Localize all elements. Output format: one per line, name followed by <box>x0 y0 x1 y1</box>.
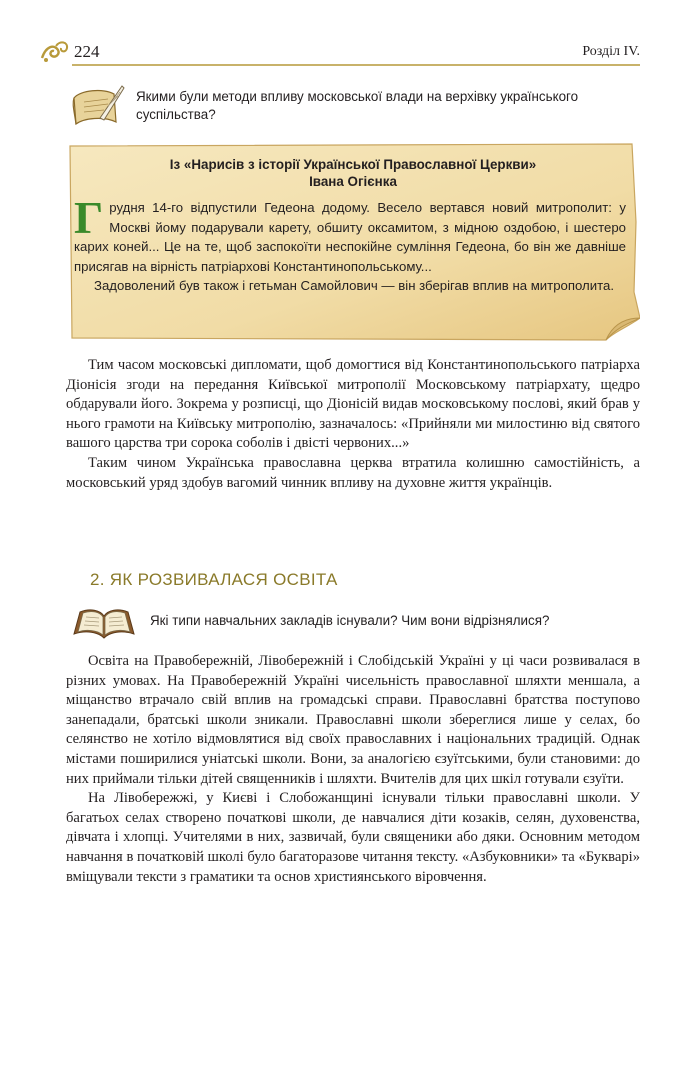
question-1-text: Якими були методи впливу московської влади на верхівку українського суспільства? <box>136 89 579 122</box>
question-2-text: Які типи навчальних закладів існували? Чим вони відрізнялися? <box>150 613 550 628</box>
paragraph: На Лівобережжі, у Києві і Слобожанщині існували тільки православні школи. У багатьох селах створено початкові школи, де навчалися діти козаків, селян, духовенства, дівчата і хлопці. Учителями в них, зазвичай, були священики або дяки. Основним методом навчання в початковій школі було багаторазове читання тексту. «Азбуковники» та «Букварі» вміщували тексти з граматики та основ християнського віровчення. <box>66 790 640 885</box>
main-text-block-1 <box>66 356 640 493</box>
paragraph: Освіта на Правобережній, Лівобережній і Слобідській Україні у ці часи розвивалася в різних умовах. На Правобережній Україні чисельність православної шляхти меншала, а міщанство втрачало свій вплив на громадські справи. Православні братства поступово занепадали, братські школи зникали. Православні школи збереглися лише у селах, бо селянство не хотіло відмовлятися від своїх православних і національних традицій. Однак містами поширилися уніатські школи. Вони, за аналогією єзуїтськими, були становими: до них приймали тільки дітей священників і шляхти. Вчителів для цих шкіл готували єзуїти. <box>66 653 640 787</box>
source-paragraph-2: Задоволений був також і гетьман Самойлович — він зберігав вплив на митрополита. <box>94 278 615 294</box>
header-rule <box>72 64 640 66</box>
source-author: Івана Огієнка <box>309 174 397 189</box>
question-block-1 <box>70 84 640 130</box>
page-number: 224 <box>74 42 100 61</box>
open-book-icon <box>72 604 136 642</box>
quill-scroll-icon <box>70 84 126 130</box>
section-heading: 2. ЯК РОЗВИВАЛАСЯ ОСВІТА <box>90 570 338 589</box>
main-text-block-2 <box>66 652 640 887</box>
page-header <box>40 38 640 66</box>
paragraph: Тим часом московські дипломати, щоб домогтися від Константинопольського патріарха Діонісія згоди на передання Київської митрополії Московському патріархату, щедро обдарували його. Зокрема у розписці, що Діонісій видав московському послові, який брав у нього грамоти на Київську митрополію, зазначалось: «Прийняли ми милостиню від святого вашого царства три сорока соболів і двісті червоних...» <box>66 357 640 452</box>
logo-ornament-icon <box>40 38 70 64</box>
source-box <box>66 142 640 342</box>
source-body <box>74 192 626 296</box>
question-block-2 <box>72 604 640 642</box>
source-paragraph-1: рудня 14-го відпустили Гедеона додому. Весело вертався новий митрополит: у Москві йому подарували карету, обшиту оксамитом, з мідною оздобою, і шестеро карих коней... Це на те, щоб заспокоїти неспокійне сумління Гедеона, бо він же давніше присягав на вірність патріархові Константинопольському... <box>74 200 626 274</box>
paragraph: Таким чином Українська православна церква втратила колишню самостійність, а московський уряд здобув вагомий чинник впливу на духовне життя українців. <box>66 454 640 491</box>
source-title: Із «Нарисів з історії Української Православної Церкви» <box>169 157 537 172</box>
drop-cap: Г <box>74 192 104 243</box>
section-label: Розділ IV. <box>582 44 640 59</box>
